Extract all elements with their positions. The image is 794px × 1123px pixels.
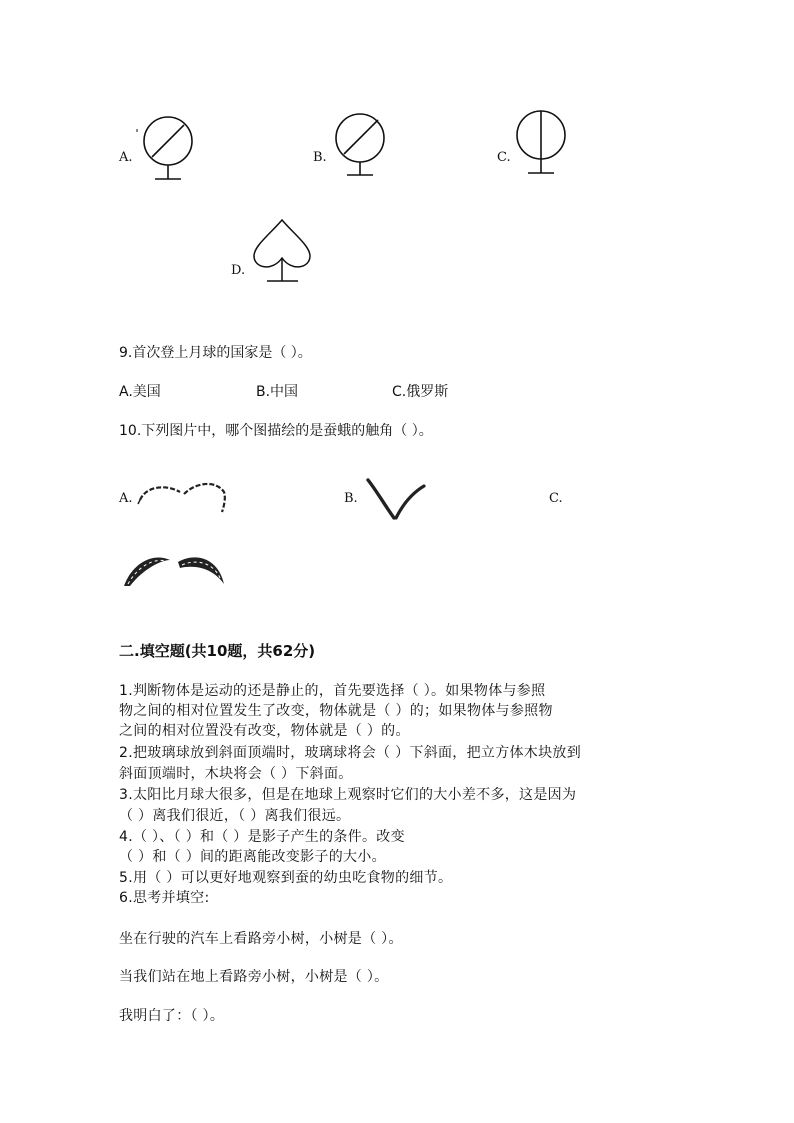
- fill-line-10: 5.用（ ）可以更好地观察到蚕的幼虫吃食物的细节。: [119, 870, 453, 886]
- q10-option-a-label: A.: [119, 491, 133, 506]
- fill-line-11: 6.思考并填空:: [119, 890, 210, 906]
- fill-line-1: 1.判断物体是运动的还是静止的，首先要选择（ ）。如果物体与参照: [119, 683, 546, 699]
- think-line-2: 当我们站在地上看路旁小树，小树是（ ）。: [119, 969, 389, 985]
- q8-option-d-label: D.: [231, 263, 246, 278]
- fill-line-4: 2.把玻璃球放到斜面顶端时，玻璃球将会（ ）下斜面，把立方体木块放到: [119, 745, 582, 761]
- fill-line-3: 之间的相对位置没有改变，物体就是（ ）的。: [119, 723, 410, 739]
- q8-option-b-label: B.: [313, 150, 327, 165]
- q9-option-c: C.俄罗斯: [392, 384, 449, 400]
- fill-line-6: 3.太阳比月球大很多，但是在地球上观察时它们的大小差不多，这是因为: [119, 787, 577, 803]
- fill-line-5: 斜面顶端时，木块将会（ ）下斜面。: [119, 766, 353, 782]
- fill-line-7: （ ）离我们很近，（ ）离我们很远。: [119, 808, 351, 824]
- q8-figure-b: [332, 110, 392, 182]
- q10-option-c-label: C.: [549, 491, 563, 506]
- q10-antenna-figure-c: [120, 546, 230, 592]
- q9-option-b: B.中国: [256, 384, 299, 400]
- q10-antenna-figure-a: [136, 478, 230, 518]
- fill-line-8: 4.（ ）、（ ）和（ ）是影子产生的条件。改变: [119, 829, 405, 845]
- q9-question: 9.首次登上月球的国家是（ ）。: [119, 345, 312, 361]
- q8-figure-c: [514, 108, 574, 180]
- think-line-1: 坐在行驶的汽车上看路旁小树，小树是（ ）。: [119, 931, 403, 947]
- q8-option-c-label: C.: [497, 150, 511, 165]
- fill-line-9: （ ）和（ ）间的距离能改变影子的大小。: [119, 849, 386, 865]
- q8-figure-a: [140, 112, 200, 184]
- q8-figure-d: [250, 214, 314, 286]
- think-line-3: 我明白了：（ ）。: [119, 1008, 225, 1024]
- q8-option-a-label: A.: [119, 150, 133, 165]
- fill-line-2: 物之间的相对位置发生了改变，物体就是（ ）的；如果物体与参照物: [119, 703, 553, 719]
- q10-antenna-figure-b: [364, 478, 430, 522]
- section-2-heading: 二.填空题(共10题，共62分): [119, 642, 316, 660]
- q9-option-a: A.美国: [119, 384, 161, 400]
- q10-question: 10.下列图片中，哪个图描绘的是蚕蛾的触角（ ）。: [119, 423, 433, 439]
- q10-option-b-label: B.: [344, 491, 358, 506]
